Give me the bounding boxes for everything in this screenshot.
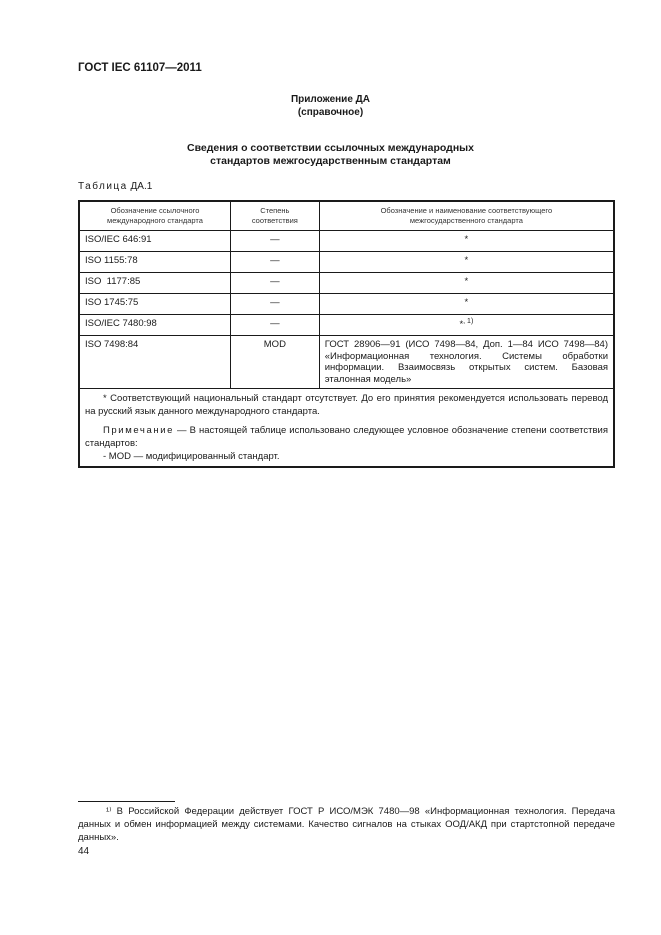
table-header-row: [79, 201, 614, 231]
cell-gost: *: [319, 273, 614, 294]
heading-line-1: Сведения о соответствии ссылочных международных: [187, 142, 474, 154]
cell-degree: —: [230, 231, 319, 252]
header-col3-line2: межгосударственного стандарта: [409, 216, 523, 225]
header-col2-line2: соответствия: [251, 216, 298, 225]
table-row: [79, 294, 614, 315]
table-row: [79, 252, 614, 273]
heading-line-2: стандартов межгосударственным стандартам: [210, 155, 451, 167]
footnote-divider: [78, 801, 175, 802]
cell-reference: ISO 1745:75: [79, 294, 230, 315]
note-label: Примечание: [103, 425, 174, 436]
table-row: [79, 231, 614, 252]
header-col2-line1: Степень: [260, 206, 290, 215]
section-heading: [0, 142, 661, 168]
table-row: [79, 315, 614, 336]
table-note: [85, 424, 608, 450]
table-caption-label: Таблица: [78, 181, 128, 192]
page-number: 44: [78, 846, 90, 857]
note-item: - MOD — модифицированный стандарт.: [103, 451, 280, 462]
header-interstate-standard: [319, 201, 614, 231]
table-notes: [79, 389, 614, 468]
header-degree: [230, 201, 319, 231]
cell-degree: —: [230, 294, 319, 315]
table-caption: [78, 181, 152, 192]
page-footnote-text: ¹⁾ В Российской Федерации действует ГОСТ Р ИСО/МЭК 7480—98 «Информационная технология. Передача данных и обмен информацией между системами. Качество сигналов на стыках ООД/АКД при стартстопной передаче данных».: [78, 806, 615, 843]
header-col1-line1: Обозначение ссылочного: [110, 206, 200, 215]
cell-reference: ISO/IEC 7480:98: [79, 315, 230, 336]
cell-gost: *: [319, 231, 614, 252]
cell-gost: ГОСТ 28906—91 (ИСО 7498—84, Доп. 1—84 ИСО 7498—84) «Информационная технология. Системы обработки информации. Взаимосвязь открытых систем. Базовая эталонная модель»: [319, 336, 614, 389]
header-reference-standard: [79, 201, 230, 231]
cell-degree: —: [230, 252, 319, 273]
cell-gost: *: [319, 252, 614, 273]
table-footnote: * Соответствующий национальный стандарт отсутствует. До его принятия рекомендуется использовать перевод на русский язык данного международного стандарта.: [85, 393, 608, 417]
page-footnote: [78, 805, 615, 844]
table-row: [79, 273, 614, 294]
annex-type: (справочное): [297, 107, 364, 118]
table-caption-number: ДА.1: [130, 181, 153, 192]
footnote-ref[interactable]: , 1): [463, 318, 474, 325]
cell-gost: [319, 315, 614, 336]
note-text: — В настоящей таблице использовано следующее условное обозначение степени соответствия стандартов:: [85, 425, 608, 449]
cell-degree: MOD: [230, 336, 319, 389]
annex-title: Приложение ДА: [290, 94, 371, 105]
cell-reference: ISO 1177:85: [79, 273, 230, 294]
correspondence-table: [78, 200, 615, 468]
header-col1-line2: международного стандарта: [107, 216, 203, 225]
header-col3-line1: Обозначение и наименование соответствующего: [380, 206, 553, 215]
table-row: [79, 336, 614, 389]
cell-reference: ISO 1155:78: [79, 252, 230, 273]
cell-reference: ISO 7498:84: [79, 336, 230, 389]
standard-id: ГОСТ IEC 61107—2011: [78, 62, 202, 74]
cell-degree: —: [230, 315, 319, 336]
table-notes-row: [79, 389, 614, 468]
cell-gost: *: [319, 294, 614, 315]
cell-degree: —: [230, 273, 319, 294]
cell-reference: ISO/IEC 646:91: [79, 231, 230, 252]
annex-title-block: [0, 93, 661, 119]
cell-gost-mark: *: [459, 319, 464, 331]
